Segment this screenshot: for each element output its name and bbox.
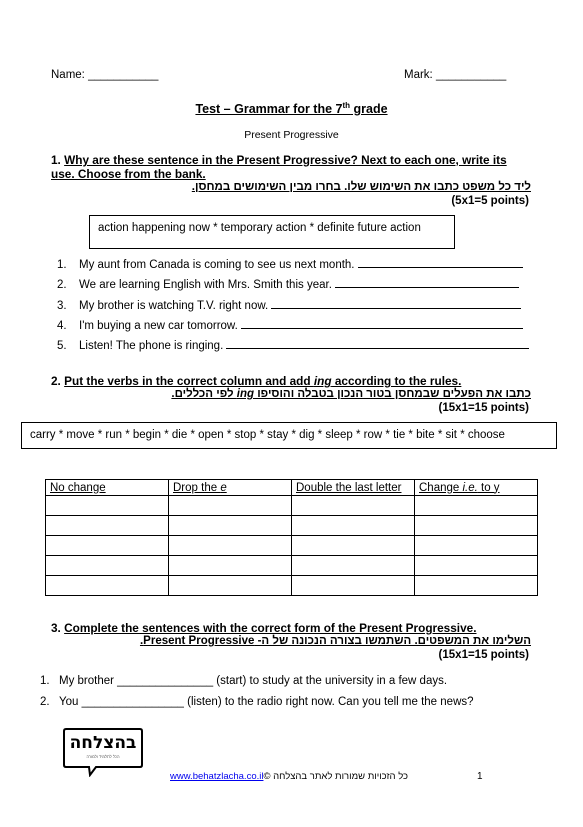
table-cell[interactable] (292, 496, 415, 516)
answer-blank[interactable]: ________________ (81, 696, 184, 708)
logo-subtext: הכל לתלמיד ולמורה (86, 754, 120, 759)
table-cell[interactable] (292, 536, 415, 556)
section3-instruction (51, 621, 476, 635)
list-item: 4. I'm buying a new car tomorrow. (57, 320, 523, 332)
table-cell[interactable] (46, 536, 169, 556)
column-header-drop-e: Drop the e (169, 480, 292, 496)
table-cell[interactable] (415, 496, 538, 516)
page-title (0, 101, 583, 116)
table-cell[interactable] (415, 556, 538, 576)
section2-instruction: 2. Put the verbs in the correct column and add ing according to the rules. (51, 374, 462, 388)
table-row (46, 536, 538, 556)
table-cell[interactable] (169, 496, 292, 516)
footer-rights: כל הזכויות שמורות לאתר בהצלחה © (263, 771, 409, 782)
section1-instruction-line1: Why are these sentence in the Present Progressive? Next to each one, write its (64, 153, 507, 167)
table-cell[interactable] (46, 576, 169, 596)
section1-instruction-line2: use. Choose from the bank. (51, 167, 206, 181)
logo (62, 727, 144, 775)
answer-blank[interactable] (335, 287, 519, 288)
footer-link[interactable]: www.behatzlacha.co.il (170, 771, 264, 782)
column-header-no-change: No change (46, 480, 169, 496)
section2-hebrew-instruction: כתבו את הפעלים שבמחסן בטור הנכון בטבלה והוסיפו ing לפי הכללים. (171, 388, 531, 400)
verb-bank-box (21, 422, 557, 449)
section3-hebrew-instruction: השלימו את המשפטים. השתמשו בצורה הנכונה של ה- Present Progressive. (139, 635, 531, 647)
table-cell[interactable] (292, 556, 415, 576)
list-item: 1. My brother _______________ (start) to study at the university in a few days. (40, 675, 448, 687)
table-row (46, 516, 538, 536)
table-cell[interactable] (169, 516, 292, 536)
footer-credit (170, 771, 408, 782)
table-header-row (46, 480, 538, 496)
answer-blank[interactable] (271, 308, 521, 309)
mark-field-label: Mark: ___________ (404, 69, 507, 81)
usage-bank-box (89, 215, 455, 249)
table-cell[interactable] (46, 496, 169, 516)
usage-bank-text: action happening now * temporary action * definite future action (98, 222, 421, 234)
table-cell[interactable] (169, 556, 292, 576)
answer-blank[interactable] (226, 348, 529, 349)
section1-instruction (51, 153, 507, 167)
title-suffix: grade (350, 102, 388, 117)
section3-instruction-text: Complete the sentences with the correct form of the Present Progressive. (64, 621, 477, 635)
table-cell[interactable] (415, 576, 538, 596)
list-item: 3. My brother is watching T.V. right now. (57, 300, 521, 312)
page-subtitle: Present Progressive (244, 129, 339, 141)
section1-hebrew-instruction: ליד כל משפט כתבו את השימוש שלו. בחרו מבין השימושים במחסן. (191, 181, 531, 193)
table-cell[interactable] (169, 576, 292, 596)
answer-blank[interactable]: _______________ (117, 675, 214, 687)
table-cell[interactable] (46, 556, 169, 576)
section2-number: 2. (51, 374, 61, 388)
table-cell[interactable] (415, 516, 538, 536)
section3-points: (15x1=15 points) (438, 649, 529, 661)
list-item: 1. My aunt from Canada is coming to see us next month. (57, 259, 523, 271)
table-cell[interactable] (415, 536, 538, 556)
name-field-label: Name: ___________ (51, 69, 159, 81)
list-item: 2. We are learning English with Mrs. Smith this year. (57, 279, 519, 291)
column-header-double-letter: Double the last letter (292, 480, 415, 496)
sorting-table (45, 479, 538, 596)
table-row (46, 556, 538, 576)
list-item: 5. Listen! The phone is ringing. (57, 340, 529, 352)
section1-points: (5x1=5 points) (451, 195, 529, 207)
section3-number: 3. (51, 621, 61, 635)
logo-text: בהצלחה (69, 733, 137, 753)
answer-blank[interactable] (241, 328, 523, 329)
verb-bank-text: carry * move * run * begin * die * open * stop * stay * dig * sleep * row * tie * bite * sit * choose (30, 429, 505, 441)
section1-number: 1. (51, 153, 61, 167)
title-main: Test – Grammar for the 7 (195, 102, 343, 117)
table-cell[interactable] (46, 516, 169, 536)
table-row (46, 496, 538, 516)
table-cell[interactable] (292, 576, 415, 596)
table-row (46, 576, 538, 596)
answer-blank[interactable] (358, 267, 523, 268)
table-cell[interactable] (169, 536, 292, 556)
table-cell[interactable] (292, 516, 415, 536)
title-superscript: th (342, 101, 351, 110)
page-number: 1 (477, 771, 483, 782)
list-item: 2. You ________________ (listen) to the radio right now. Can you tell me the news? (40, 696, 474, 708)
column-header-change-to-y: Change i.e. to y (415, 480, 538, 496)
section2-points: (15x1=15 points) (438, 402, 529, 414)
